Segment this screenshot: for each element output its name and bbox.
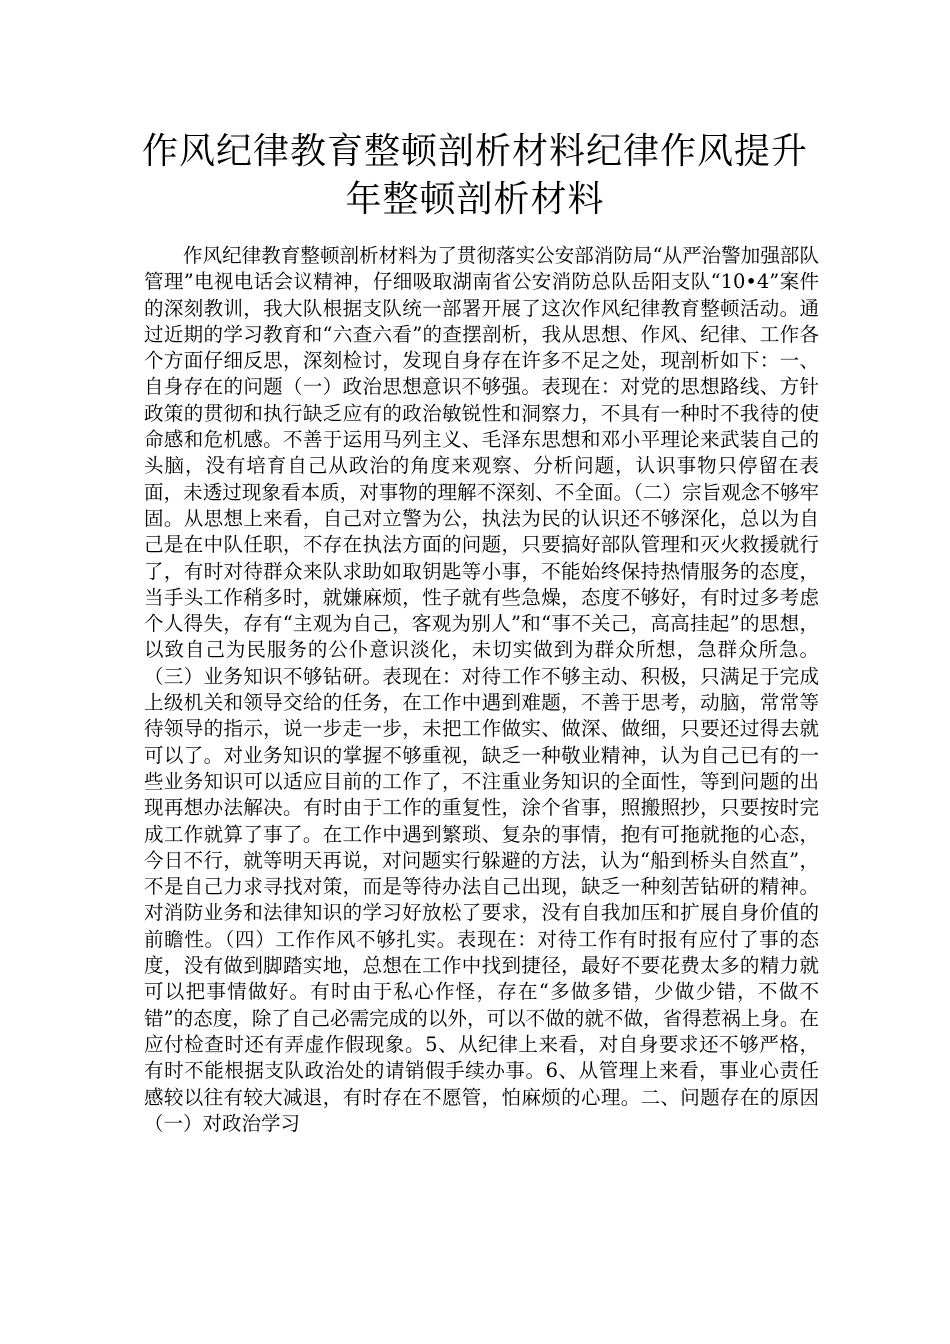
- title-line-2: 年整顿剖析材料: [345, 179, 605, 220]
- title-line-1: 作风纪律教育整顿剖析材料纪律作风提升: [141, 131, 808, 172]
- document-title: [120, 128, 830, 224]
- body-paragraph: 作风纪律教育整顿剖析材料为了贯彻落实公安部消防局“从严治警加强部队管理”电视电话会议精神，仔细吸取湖南省公安消防总队岳阳支队“10•4”案件的深刻教训，我大队根据支队统一部署开展了这次作风纪律教育整顿活动。通过近期的学习教育和“六查六看”的查摆剖析，我从思想、作风、纪律、工作各个方面仔细反思，深刻检讨，发现自身存在许多不足之处，现剖析如下：一、自身存在的问题（一）政治思想意识不够强。表现在：对党的思想路线、方针政策的贯彻和执行缺乏应有的政治敏锐性和洞察力，不具有一种时不我待的使命感和危机感。不善于运用马列主义、毛泽东思想和邓小平理论来武装自己的头脑，没有培育自己从政治的角度来观察、分析问题，认识事物只停留在表面，未透过现象看本质，对事物的理解不深刻、不全面。（二）宗旨观念不够牢固。从思想上来看，自己对立警为公，执法为民的认识还不够深化，总以为自己是在中队任职，不存在执法方面的问题，只要搞好部队管理和灭火救援就行了，有时对待群众来队求助如取钥匙等小事，不能始终保持热情服务的态度，当手头工作稍多时，就嫌麻烦，性子就有些急燥，态度不够好，有时过多考虑个人得失，存有“主观为自己，客观为别人”和“事不关己，高高挂起”的思想，以致自己为民服务的公仆意识淡化，未切实做到为群众所想，急群众所急。（三）业务知识不够钻研。表现在：对待工作不够主动、积极，只满足于完成上级机关和领导交给的任务，在工作中遇到难题，不善于思考，动脑，常常等待领导的指示，说一步走一步，未把工作做实、做深、做细，只要还过得去就可以了。对业务知识的掌握不够重视，缺乏一种敬业精神，认为自己已有的一些业务知识可以适应目前的工作了，不注重业务知识的全面性，等到问题的出现再想办法解决。有时由于工作的重复性，涂个省事，照搬照抄，只要按时完成工作就算了事了。在工作中遇到繁琐、复杂的事情，抱有可拖就拖的心态，今日不行，就等明天再说，对问题实行躲避的方法，认为“船到桥头自然直”，不是自己力求寻找对策，而是等待办法自己出现，缺乏一种刻苦钻研的精神。对消防业务和法律知识的学习好放松了要求，没有自我加压和扩展自身价值的前瞻性。（四）工作作风不够扎实。表现在：对待工作有时报有应付了事的态度，没有做到脚踏实地，总想在工作中找到捷径，最好不要花费太多的精力就可以把事情做好。有时由于私心作怪，存在“多做多错，少做少错，不做不错”的态度，除了自己必需完成的以外，可以不做的就不做，省得惹祸上身。在应付检查时还有弄虚作假现象。5、从纪律上来看，对自身要求还不够严格，有时不能根据支队政治处的请销假手续办事。6、从管理上来看，事业心责任感较以往有较大减退，有时存在不愿管，怕麻烦的心理。二、问题存在的原因（一）对政治学习: [144, 244, 819, 1135]
